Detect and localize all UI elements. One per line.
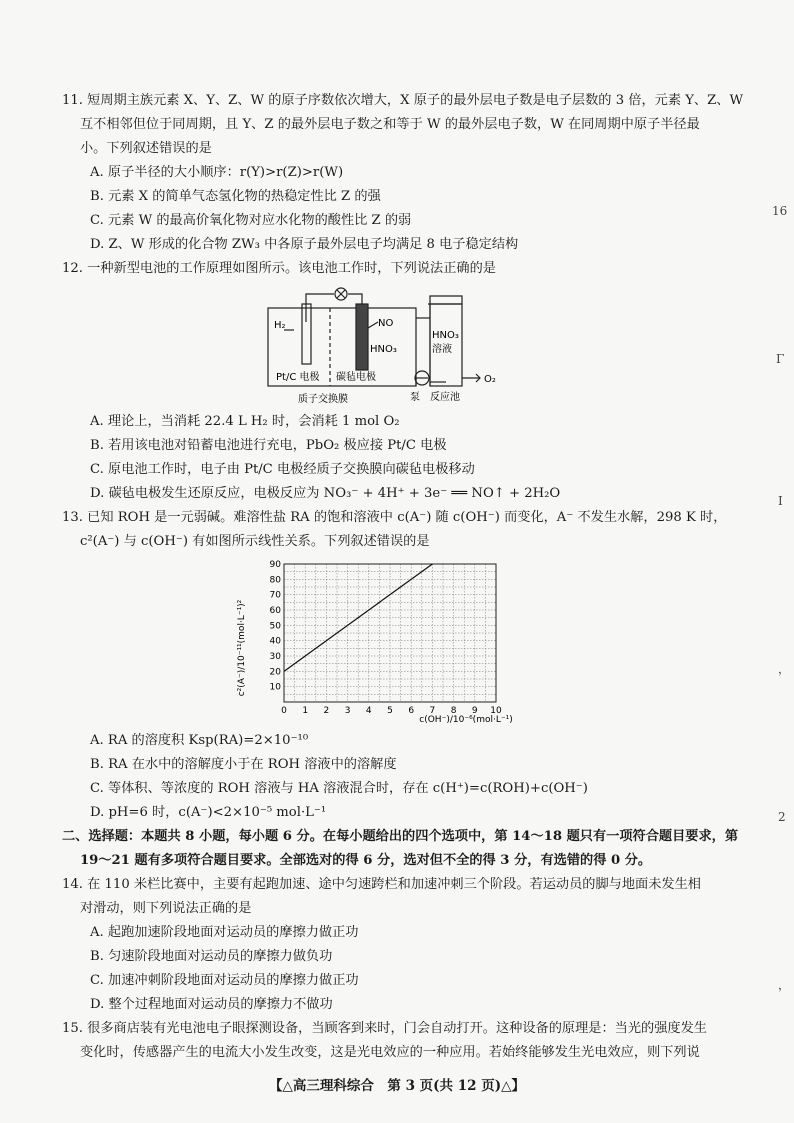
margin-fragment: Γ [776, 352, 785, 366]
diagram-membrane-label: 质子交换膜 [298, 394, 348, 405]
q13-option-d: D. pH=6 时，c(A⁻)<2×10⁻⁵ mol·L⁻¹ [90, 805, 327, 820]
y-tick-label: 10 [269, 682, 281, 693]
q11-option-b: B. 元素 X 的简单气态氢化物的热稳定性比 Z 的强 [90, 189, 381, 204]
q11-option-c: C. 元素 W 的最高价氧化物对应水化物的酸性比 Z 的弱 [90, 213, 412, 228]
y-tick-label: 80 [269, 575, 281, 586]
diagram-hno3-solution-label-1: HNO₃ [432, 330, 459, 341]
y-tick-label: 50 [269, 621, 281, 632]
margin-fragment: ， [778, 978, 791, 992]
q14-option-d: D. 整个过程地面对运动员的摩擦力不做功 [90, 997, 333, 1012]
y-tick-label: 40 [269, 636, 281, 647]
q13-option-b: B. RA 在水中的溶解度小于在 ROH 溶液中的溶解度 [90, 757, 397, 772]
section-2-heading-line-2: 19～21 题有多项符合题目要求。全部选对的得 6 分，选对但不全的得 3 分，有选错的得 0 分。 [80, 853, 652, 868]
q12-option-d: D. 碳毡电极发生还原反应，电极反应为 NO₃⁻ + 4H⁺ + 3e⁻ ══ NO↑ + 2H₂O [90, 486, 561, 501]
x-tick-label: 4 [365, 706, 372, 716]
q11-stem-line-2: 互不相邻但位于同周期，且 Y、Z 的最外层电子数之和等于 W 的最外层电子数，W 在同周期中原子半径最 [80, 117, 700, 132]
q12-option-a: A. 理论上，当消耗 22.4 L H₂ 时，会消耗 1 mol O₂ [90, 414, 400, 429]
x-tick-label: 0 [281, 706, 287, 716]
margin-fragment: 2 [778, 810, 786, 824]
diagram-carbon-electrode-label: 碳毡电极 [336, 372, 376, 383]
q11-stem-line-1: 11. 短周期主族元素 X、Y、Z、W 的原子序数依次增大，X 原子的最外层电子数是电子层数的 3 倍，元素 Y、Z、W [62, 93, 744, 108]
y-axis-label: c²(A⁻)/10⁻¹¹(mol·L⁻¹)² [237, 599, 247, 697]
x-tick-label: 2 [323, 706, 330, 716]
diagram-ptc-electrode-label: Pt/C 电极 [276, 372, 320, 383]
y-tick-label: 20 [269, 667, 281, 678]
q14-stem-line-2: 对滑动，则下列说法正确的是 [80, 901, 252, 916]
q11-option-a: A. 原子半径的大小顺序：r(Y)>r(Z)>r(W) [90, 165, 344, 180]
x-tick-label: 6 [408, 706, 415, 716]
q14-stem-line-1: 14. 在 110 米栏比赛中，主要有起跑加速、途中匀速跨栏和加速冲刺三个阶段。若运动员的脚与地面未发生相 [62, 877, 701, 892]
x-tick-label: 3 [344, 706, 351, 716]
ksp-graph [228, 556, 518, 728]
q15-stem-line-2: 变化时，传感器产生的电流大小发生改变，这是光电效应的一种应用。若始终能够发生光电效应，则下列说 [80, 1045, 700, 1060]
x-tick-label: 5 [387, 706, 393, 716]
y-tick-label: 70 [269, 590, 281, 601]
q13-stem-line-2: c²(A⁻) 与 c(OH⁻) 有如图所示线性关系。下列叙述错误的是 [80, 534, 430, 549]
diagram-hno3-solution-label-2: 溶液 [432, 344, 452, 355]
battery-diagram [262, 282, 512, 412]
y-tick-label: 90 [269, 560, 281, 570]
q13-stem-line-1: 13. 已知 ROH 是一元弱碱。难溶性盐 RA 的饱和溶液中 c(A⁻) 随 c(OH⁻) 而变化，A⁻ 不发生水解，298 K 时， [62, 510, 727, 525]
q14-option-a: A. 起跑加速阶段地面对运动员的摩擦力做正功 [90, 925, 359, 940]
diagram-h2-label: H₂ [274, 320, 286, 331]
x-tick-label: 10 [490, 706, 502, 716]
margin-fragment: ， [778, 662, 791, 676]
q12-stem: 12. 一种新型电池的工作原理如图所示。该电池工作时，下列说法正确的是 [62, 261, 496, 276]
x-axis-label: c(OH⁻)/10⁻⁶(mol·L⁻¹) [419, 715, 513, 725]
q15-stem-line-1: 15. 很多商店装有光电池电子眼探测设备，当顾客到来时，门会自动打开。这种设备的原理是：当光的强度发生 [62, 1021, 707, 1036]
q14-option-c: C. 加速冲刺阶段地面对运动员的摩擦力做正功 [90, 973, 359, 988]
q12-option-c: C. 原电池工作时，电子由 Pt/C 电极经质子交换膜向碳毡电极移动 [90, 462, 475, 477]
section-2-heading-line-1: 二、选择题：本题共 8 小题，每小题 6 分。在每小题给出的四个选项中，第 14～18 题只有一项符合题目要求，第 [62, 829, 739, 844]
q11-stem-line-3: 小。下列叙述错误的是 [80, 141, 212, 156]
x-tick-label: 1 [302, 706, 309, 716]
q11-option-d: D. Z、W 形成的化合物 ZW₃ 中各原子最外层电子均满足 8 电子稳定结构 [90, 237, 519, 252]
x-tick-label: 7 [429, 706, 436, 716]
diagram-o2-label: O₂ [484, 374, 496, 385]
y-tick-label: 30 [269, 652, 281, 662]
margin-fragment: I [778, 494, 783, 508]
diagram-hno3-label: HNO₃ [370, 344, 397, 355]
q12-option-b: B. 若用该电池对铅蓄电池进行充电，PbO₂ 极应接 Pt/C 电极 [90, 438, 447, 453]
diagram-no-label: NO [378, 318, 394, 329]
diagram-pump-label: 泵 [410, 392, 420, 403]
x-tick-label: 8 [450, 706, 457, 716]
x-tick-label: 9 [471, 706, 478, 716]
diagram-reactor-label: 反应池 [430, 392, 460, 403]
q13-option-c: C. 等体积、等浓度的 ROH 溶液与 HA 溶液混合时，存在 c(H⁺)=c(ROH)+c(OH⁻) [90, 781, 588, 796]
y-tick-label: 60 [269, 606, 281, 616]
margin-fragment: 16 [772, 204, 788, 218]
q13-option-a: A. RA 的溶度积 Ksp(RA)=2×10⁻¹⁰ [90, 733, 309, 748]
page-footer: 【△高三理科综合 第 3 页(共 12 页)△】 [268, 1078, 526, 1094]
q14-option-b: B. 匀速阶段地面对运动员的摩擦力做负功 [90, 949, 333, 964]
